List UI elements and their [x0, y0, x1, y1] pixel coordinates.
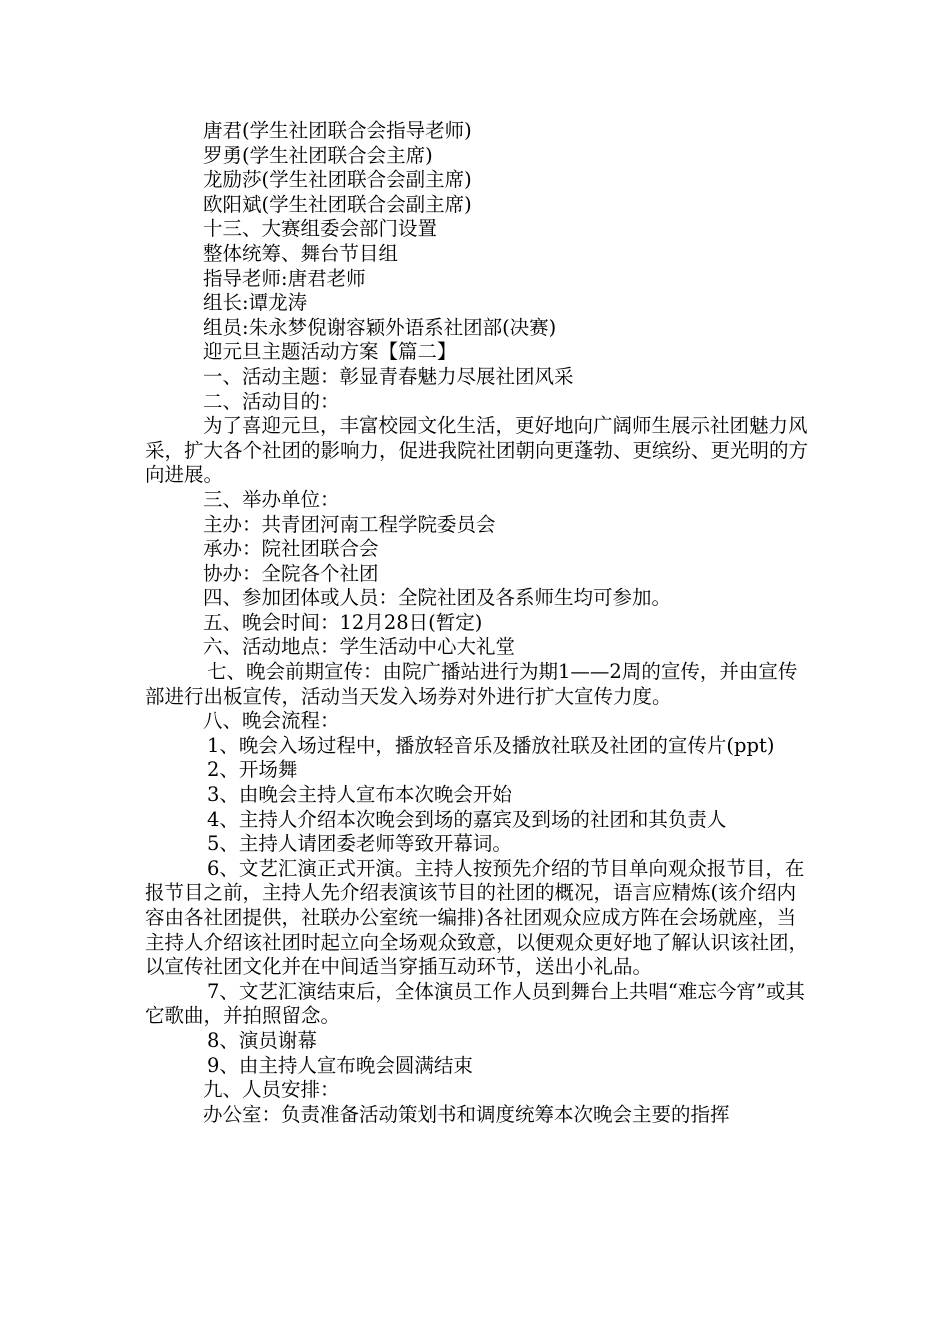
text-line: 唐君(学生社团联合会指导老师): [203, 119, 472, 142]
text-line: 承办：院社团联合会: [203, 537, 379, 561]
text-line: 主办：共青团河南工程学院委员会: [203, 512, 496, 536]
section-heading: 五、晚会时间：12月28日(暂定): [203, 610, 483, 634]
text-line: 欧阳斌(学生社团联合会副主席): [203, 192, 472, 216]
text-line: 整体统筹、舞台节目组: [203, 241, 399, 265]
section-heading: 三、举办单位：: [203, 487, 340, 511]
text-line: 罗勇(学生社团联合会主席): [203, 143, 433, 167]
text-line: 组员:朱永梦倪谢容颖外语系社团部(决赛): [203, 315, 557, 339]
section-heading: 二、活动目的：: [203, 389, 340, 413]
section-heading: 一、活动主题：彰显青春魅力尽展社团风采: [203, 364, 574, 388]
text-line: 办公室：负责准备活动策划书和调度统筹本次晚会主要的指挥: [203, 1102, 730, 1126]
document-title: 迎元旦主题活动方案【篇二】: [203, 340, 457, 364]
text-line: 协办：全院各个社团: [203, 561, 379, 585]
paragraph: 七、晚会前期宣传：由院广播站进行为期1——2周的宣传，并由宣传部进行出板宣传，活动当天发入场券对外进行扩大宣传力度。: [145, 660, 798, 708]
text-line: 指导老师:唐君老师: [203, 266, 366, 290]
document-page: [145, 119, 810, 1127]
section-heading: 九、人员安排：: [203, 1078, 340, 1102]
text-line: 组长:谭龙涛: [203, 291, 308, 315]
list-item: 5、主持人请团委老师等致开幕词。: [207, 832, 512, 856]
list-item: 4、主持人介绍本次晚会到场的嘉宾及到场的社团和其负责人: [207, 807, 727, 831]
section-heading: 八、晚会流程：: [203, 709, 340, 733]
section-heading: 六、活动地点：学生活动中心大礼堂: [203, 635, 516, 659]
paragraph: 6、文艺汇演正式开演。主持人按预先介绍的节目单向观众报节目，在报节目之前，主持人先介绍表演该节目的社团的概况，语言应精炼(该介绍内容由各社团提供，社联办公室统一编排)各社团观众应成方阵在会场就座，当主持人介绍该社团时起立向全场观众致意，以便观众更好地了解认识该社团，以宣传社团文化并在中间适当穿插互动环节，送出小礼品。: [145, 856, 809, 979]
text-line: 龙励莎(学生社团联合会副主席): [203, 168, 472, 192]
paragraph: 7、文艺汇演结束后，全体演员工作人员到舞台上共唱“难忘今宵”或其它歌曲，并拍照留念。: [145, 979, 805, 1028]
section-heading: 十三、大赛组委会部门设置: [203, 217, 438, 241]
list-item: 3、由晚会主持人宣布本次晚会开始: [207, 783, 512, 807]
paragraph: 为了喜迎元旦，丰富校园文化生活，更好地向广阔师生展示社团魅力风采，扩大各个社团的影响力，促进我院社团朝向更蓬勃、更缤纷、更光明的方向进展。: [145, 414, 809, 487]
list-item: 8、演员谢幕: [207, 1028, 317, 1052]
section-heading: 四、参加团体或人员：全院社团及各系师生均可参加。: [203, 586, 672, 610]
list-item: 2、开场舞: [207, 758, 298, 782]
list-item: 9、由主持人宣布晚会圆满结束: [207, 1053, 473, 1077]
paragraph: 1、晚会入场过程中，播放轻音乐及播放社联及社团的宣传片(ppt): [207, 733, 775, 757]
